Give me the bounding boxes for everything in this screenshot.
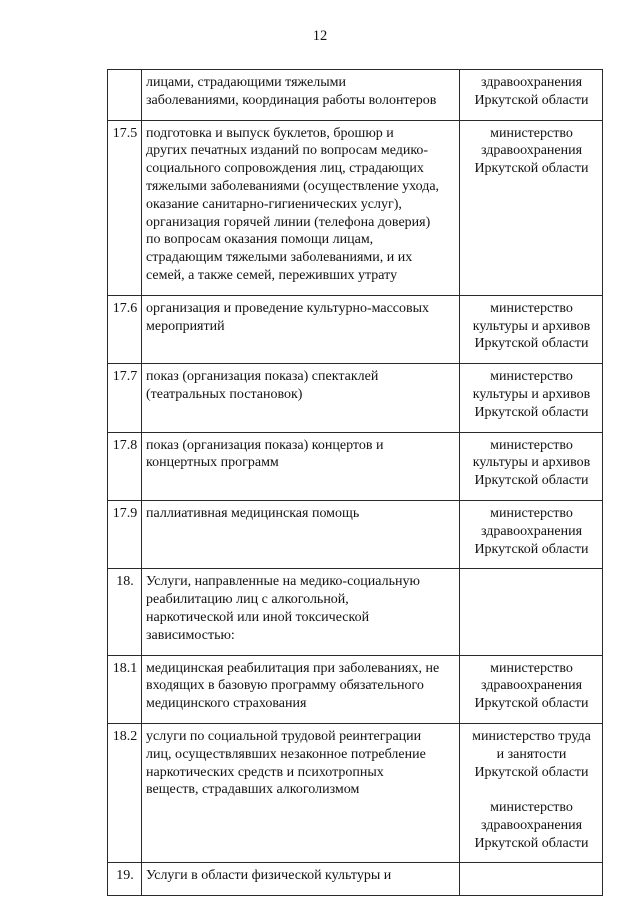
responsible-line: Иркутской области [474, 696, 589, 712]
item-number: 17.7 [108, 364, 142, 432]
responsible-line: министерство [490, 300, 573, 316]
table-row [108, 70, 603, 121]
description-line: реабилитацию лиц с алкогольной, [146, 592, 349, 608]
service-description [142, 500, 460, 568]
responsible-line: и занятости [496, 746, 567, 762]
item-number [108, 70, 142, 121]
service-description [142, 863, 460, 896]
description-line: паллиативная медицинская помощь [146, 505, 360, 521]
responsible-line: здравоохранения [480, 817, 583, 833]
description-line: страдающим тяжелыми заболеваниями, и их [146, 250, 413, 266]
responsible-body [460, 723, 603, 863]
responsible-line: Иркутской области [474, 835, 589, 851]
description-line: (театральных постановок) [146, 386, 303, 402]
responsible-line: Иркутской области [474, 336, 589, 352]
item-number: 17.6 [108, 295, 142, 363]
responsible-body [460, 863, 603, 896]
responsible-body [460, 655, 603, 723]
responsible-body [460, 569, 603, 655]
description-line: показ (организация показа) концертов и [146, 437, 384, 453]
responsible-line: здравоохранения [480, 143, 583, 159]
responsible-line: Иркутской области [474, 541, 589, 557]
service-description [142, 295, 460, 363]
description-line: Услуги, направленные на медико-социальную [146, 574, 420, 590]
description-line: зависимостью: [146, 627, 235, 643]
service-description [142, 569, 460, 655]
responsible-line: культуры и архивов [472, 318, 591, 334]
description-line: организация горячей линии (телефона доверия) [146, 214, 431, 230]
responsible-line: министерство [490, 505, 573, 521]
item-number: 17.9 [108, 500, 142, 568]
table-row [108, 723, 603, 863]
services-table [107, 69, 603, 896]
description-line: входящих в базовую программу обязательного [146, 678, 424, 694]
table-row [108, 364, 603, 432]
responsible-line: здравоохранения [480, 523, 583, 539]
responsible-line: Иркутской области [474, 92, 589, 108]
item-number: 17.5 [108, 120, 142, 295]
service-description [142, 432, 460, 500]
description-line: веществ, страдавших алкоголизмом [146, 782, 360, 798]
description-line: медицинского страхования [146, 696, 307, 712]
description-line: организация и проведение культурно-массовых [146, 300, 430, 316]
responsible-body [460, 364, 603, 432]
responsible-line: министерство труда [472, 728, 591, 744]
service-description [142, 655, 460, 723]
description-line: мероприятий [146, 318, 225, 334]
responsible-line: министерство [490, 800, 573, 816]
service-description [142, 723, 460, 863]
service-description [142, 70, 460, 121]
item-number: 19. [108, 863, 142, 896]
responsible-body [460, 120, 603, 295]
responsible-body [460, 70, 603, 121]
responsible-line: здравоохранения [480, 75, 583, 90]
service-description [142, 120, 460, 295]
description-line: показ (организация показа) спектаклей [146, 369, 379, 385]
description-line: концертных программ [146, 455, 279, 471]
item-number: 17.8 [108, 432, 142, 500]
table-row [108, 432, 603, 500]
responsible-line: Иркутской области [474, 764, 589, 780]
description-line: по вопросам оказания помощи лицам, [146, 232, 374, 248]
description-line: семей, а также семей, переживших утрату [146, 267, 398, 283]
table-row [108, 569, 603, 655]
description-line: тяжелыми заболеваниями (осуществление ухода, [146, 178, 440, 194]
services-table-body [108, 70, 603, 896]
description-line: наркотической или иной токсической [146, 609, 370, 625]
description-line: Услуги в области физической культуры и [146, 868, 392, 884]
description-line: других печатных изданий по вопросам медико- [146, 143, 429, 159]
responsible-body [460, 500, 603, 568]
description-line: заболеваниями, координация работы волонтеров [146, 92, 437, 108]
group-spacer [464, 781, 599, 799]
responsible-line: Иркутской области [474, 473, 589, 489]
description-line: социального сопровождения лиц, страдающих [146, 161, 424, 177]
responsible-line: министерство [490, 125, 573, 141]
description-line: услуги по социальной трудовой реинтеграции [146, 728, 422, 744]
item-number: 18.1 [108, 655, 142, 723]
table-row [108, 655, 603, 723]
table-row [108, 295, 603, 363]
description-line: лиц, осуществлявших незаконное потребление [146, 746, 426, 762]
description-line: наркотических средств и психотропных [146, 764, 384, 780]
table-row [108, 863, 603, 896]
item-number: 18.2 [108, 723, 142, 863]
description-line: подготовка и выпуск буклетов, брошюр и [146, 125, 394, 141]
table-row [108, 500, 603, 568]
responsible-line: министерство [490, 660, 573, 676]
responsible-line: министерство [490, 369, 573, 385]
item-number: 18. [108, 569, 142, 655]
responsible-body [460, 295, 603, 363]
responsible-line: здравоохранения [480, 678, 583, 694]
page-number: 12 [312, 28, 328, 44]
responsible-line: культуры и архивов [472, 386, 591, 402]
service-description [142, 364, 460, 432]
description-line: медицинская реабилитация при заболеваниях, не [146, 660, 440, 676]
responsible-body [460, 432, 603, 500]
responsible-line: культуры и архивов [472, 455, 591, 471]
description-line: лицами, страдающими тяжелыми [146, 75, 346, 90]
description-line: оказание санитарно-гигиенических услуг), [146, 196, 402, 212]
table-row [108, 120, 603, 295]
responsible-line: министерство [490, 437, 573, 453]
responsible-line: Иркутской области [474, 404, 589, 420]
responsible-line: Иркутской области [474, 161, 589, 177]
